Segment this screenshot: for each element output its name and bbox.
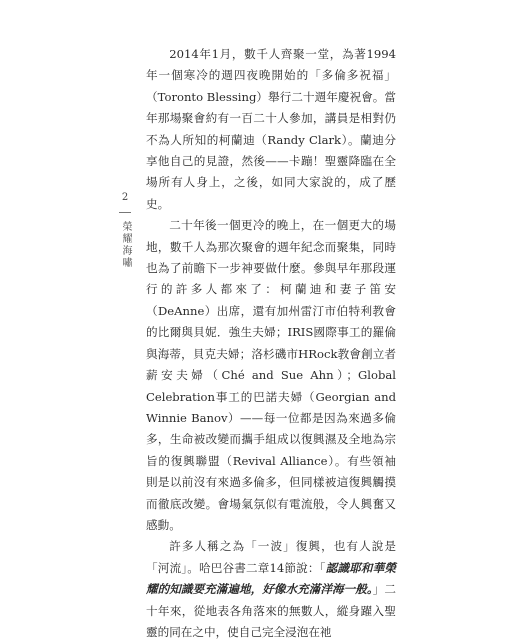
- body-text: [146, 44, 396, 643]
- running-head: [117, 192, 133, 269]
- paragraph-2: 二十年後一個更冷的晚上，在一個更大的場地，數千人為那次聚會的週年紀念而聚集，同時也為了前瞻下一步神要做什麼。參與早年那段運行的許多人都來了：柯蘭迪和妻子笛安（DeAnne）出席，還有加州雷汀市伯特利教會的比爾與貝妮．強生夫婦；IRIS國際事工的羅倫與海蒂，貝克夫婦；洛杉磯市HRock教會創立者薪安夫婦（Ché and Sue Ahn）；Global Celebration事工的巴諾夫婦（Georgian and Winnie Banov）——每一位都是因為來過多倫多，生命被改變而攜手組成以復興濕及全地為宗旨的復興聯盟（Revival Alliance）。有些領袖則是以前沒有來過多倫多，但同樣被這復興觸摸而徹底改變。會場氣氛似有電流般，令人興奮又感動。: [146, 218, 396, 532]
- paragraph-3: [146, 536, 396, 643]
- running-head-divider: [119, 212, 131, 213]
- paragraph-3-lead: 許多人稱之為「一波」復興，也有人說是「河流」。哈巴谷書二章14節說：「: [146, 539, 396, 575]
- page-number: 2: [121, 192, 129, 203]
- scripture-quote: 認識耶和華榮耀的知識要充滿遍地，好像水充滿洋海一般。: [146, 560, 396, 597]
- paragraph-1: 2014年1月，數千人齊聚一堂，為著1994年一個寒冷的週四夜晚開始的「多倫多祝福」（Toronto Blessing）舉行二十週年慶祝會。當年那場聚會約有一百二十人參加，講員是相對仍不為人所知的柯蘭迪（Randy Clark）。蘭迪分享他自己的見證，然後——卡蹦！聖靈降臨在全場所有人身上，之後，如同大家說的，成了歷史。: [146, 47, 396, 211]
- running-head-title: 榮耀海嘯: [120, 221, 131, 269]
- paragraph-3-tail: 」二十年來，從地表各角落來的無數人，縱身躍入聖靈的同在之中，使自己完全浸泡在祂: [146, 582, 396, 639]
